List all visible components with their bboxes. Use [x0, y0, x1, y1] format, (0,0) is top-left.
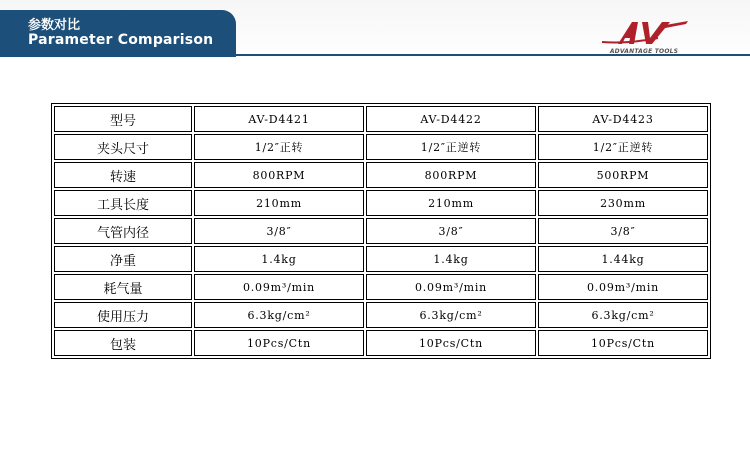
table-row: [54, 218, 708, 244]
table-row: [54, 162, 708, 188]
brand-logo-mark: [598, 18, 690, 48]
table-cell: 210mm: [366, 190, 536, 216]
table-cell: 1/2″正逆转: [538, 134, 708, 160]
table-cell: 3/8″: [538, 218, 708, 244]
table-cell: 6.3kg/cm²: [538, 302, 708, 328]
table-cell: 10Pcs/Ctn: [366, 330, 536, 356]
table-cell: 3/8″: [194, 218, 364, 244]
brand-logo-text: ADVANTAGE TOOLS: [609, 48, 679, 55]
table-cell: 6.3kg/cm²: [366, 302, 536, 328]
table-cell: AV-D4421: [194, 106, 364, 132]
row-label: 包装: [54, 330, 192, 356]
table-cell: 0.09m³/min: [538, 274, 708, 300]
row-label: 转速: [54, 162, 192, 188]
table-cell: 1.4kg: [366, 246, 536, 272]
table-row: [54, 274, 708, 300]
table-row: [54, 134, 708, 160]
row-label: 夹头尺寸: [54, 134, 192, 160]
table-row: [54, 246, 708, 272]
table-cell: 230mm: [538, 190, 708, 216]
table-cell: 0.09m³/min: [194, 274, 364, 300]
table-cell: 10Pcs/Ctn: [538, 330, 708, 356]
table-cell: 1/2″正转: [194, 134, 364, 160]
row-label: 使用压力: [54, 302, 192, 328]
brand-logo: [598, 18, 690, 60]
row-label: 净重: [54, 246, 192, 272]
table-cell: 10Pcs/Ctn: [194, 330, 364, 356]
table-cell: 1.4kg: [194, 246, 364, 272]
table-cell: 6.3kg/cm²: [194, 302, 364, 328]
table-cell: 1/2″正逆转: [366, 134, 536, 160]
section-title-english: Parameter Comparison: [28, 32, 214, 48]
table-cell: 800RPM: [194, 162, 364, 188]
parameter-comparison-table: [51, 103, 711, 359]
table-cell: AV-D4422: [366, 106, 536, 132]
table-row: [54, 302, 708, 328]
table-cell: 0.09m³/min: [366, 274, 536, 300]
table-row: [54, 106, 708, 132]
table-cell: AV-D4423: [538, 106, 708, 132]
row-label: 工具长度: [54, 190, 192, 216]
table-row: [54, 190, 708, 216]
row-label: 型号: [54, 106, 192, 132]
table-row: [54, 330, 708, 356]
table-cell: 210mm: [194, 190, 364, 216]
table-cell: 800RPM: [366, 162, 536, 188]
row-label: 气管内径: [54, 218, 192, 244]
row-label: 耗气量: [54, 274, 192, 300]
table-cell: 3/8″: [366, 218, 536, 244]
section-title-chinese: 参数对比: [28, 18, 81, 33]
table-cell: 1.44kg: [538, 246, 708, 272]
table-cell: 500RPM: [538, 162, 708, 188]
